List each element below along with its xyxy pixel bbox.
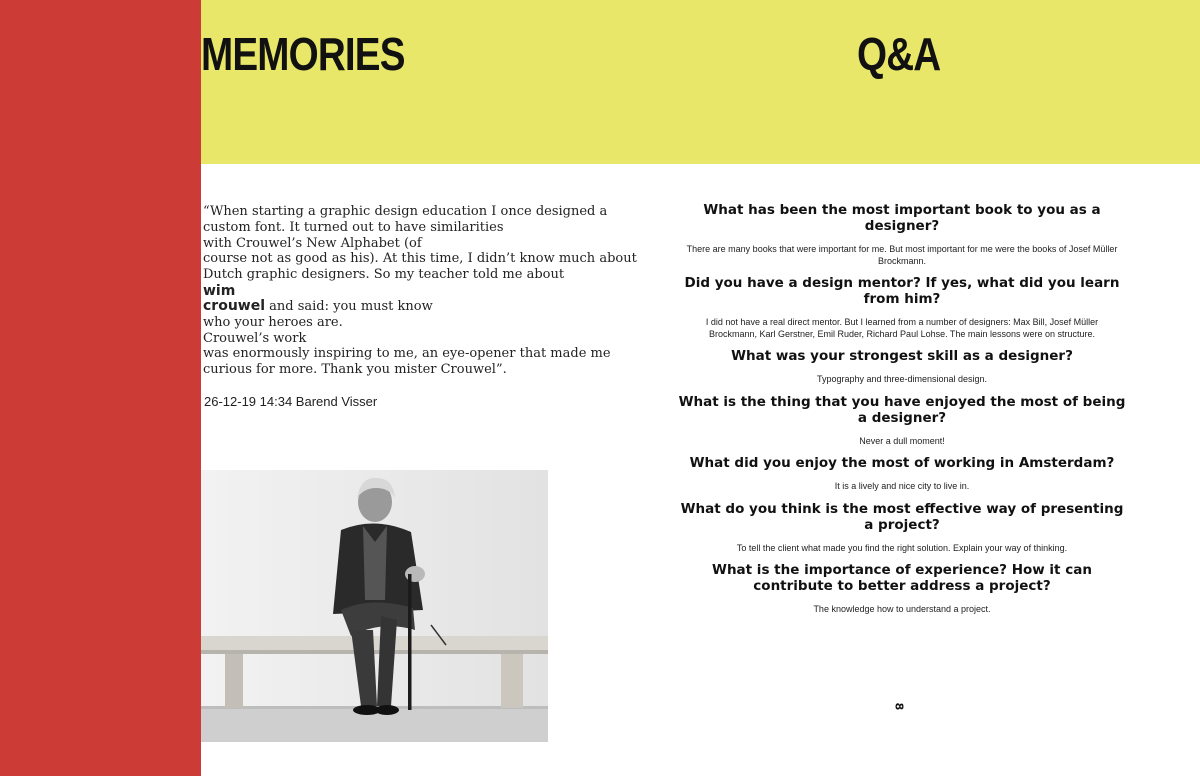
memory-quote — [203, 204, 637, 378]
qa-heading: Q&A — [857, 28, 941, 80]
memory-line-name — [203, 299, 533, 315]
memory-line: who your heroes are. — [203, 314, 343, 330]
memory-line: custom font. It turned out to have similarities — [203, 219, 504, 235]
qa-answer: The knowledge how to understand a project. — [813, 604, 991, 614]
qa-answer: It is a lively and nice city to live in. — [834, 481, 970, 491]
memory-line: “When starting a graphic design education I once designed a — [203, 204, 608, 219]
red-side-bar — [0, 0, 201, 776]
qa-item — [672, 202, 1132, 267]
qa-item — [672, 394, 1132, 448]
qa-answer: There are many books that were important for me. But most important for me were the books of Josef Müller Brockmann. — [686, 244, 1118, 266]
memory-line: Dutch graphic designers. So my teacher told me about — [203, 267, 565, 283]
portrait-photo — [201, 470, 548, 742]
qa-question: What has been the most important book to you as a designer? — [703, 202, 1101, 234]
qa-question: What do you think is the most effective way of presenting a project? — [680, 500, 1124, 533]
qa-item — [672, 562, 1132, 616]
qa-question: What did you enjoy the most of working in Amsterdam? — [689, 455, 1115, 471]
qa-question: What is the importance of experience? How it can contribute to better address a project? — [712, 562, 1092, 594]
qa-question: Did you have a design mentor? If yes, what did you learn from him? — [684, 275, 1120, 307]
qa-list — [672, 202, 1132, 624]
memory-line: Crouwel’s work — [203, 330, 307, 346]
yellow-header-band — [201, 0, 1200, 164]
memories-heading: MEMORIES — [201, 28, 405, 80]
qa-answer: Typography and three-dimensional design. — [816, 374, 988, 384]
memory-line: with Crouwel’s New Alphabet (of — [203, 235, 422, 251]
qa-question: What was your strongest skill as a designer? — [731, 348, 1073, 364]
qa-answer: To tell the client what made you find the right solution. Explain your way of thinking. — [736, 542, 1068, 553]
qa-item — [672, 348, 1132, 386]
page-number: 8 — [892, 702, 906, 711]
qa-item — [672, 501, 1132, 555]
qa-item — [672, 275, 1132, 340]
memory-line: was enormously inspiring to me, an eye-opener that made me — [203, 346, 611, 362]
qa-item — [672, 455, 1132, 493]
qa-answer: Never a dull moment! — [859, 435, 945, 446]
qa-answer: I did not have a real direct mentor. But I learned from a number of designers: Max Bill, Josef Müller Brockmann, Karl Gerstner, Emil Ruder, Richard Paul Lohse. The main lessons were on structure. — [705, 317, 1099, 339]
memory-line: course not as good as his). At this time, I didn’t know much about — [203, 251, 637, 267]
memory-line: curious for more. Thank you mister Crouwel”. — [203, 362, 507, 378]
memory-name-last: crouwel — [203, 297, 266, 314]
memory-after-name: and said: you must know — [265, 298, 433, 314]
qa-question: What is the thing that you have enjoyed the most of being a designer? — [678, 393, 1126, 426]
memory-name-first: wim — [203, 282, 236, 299]
memory-timestamp-author: 26-12-19 14:34 Barend Visser — [204, 394, 378, 409]
